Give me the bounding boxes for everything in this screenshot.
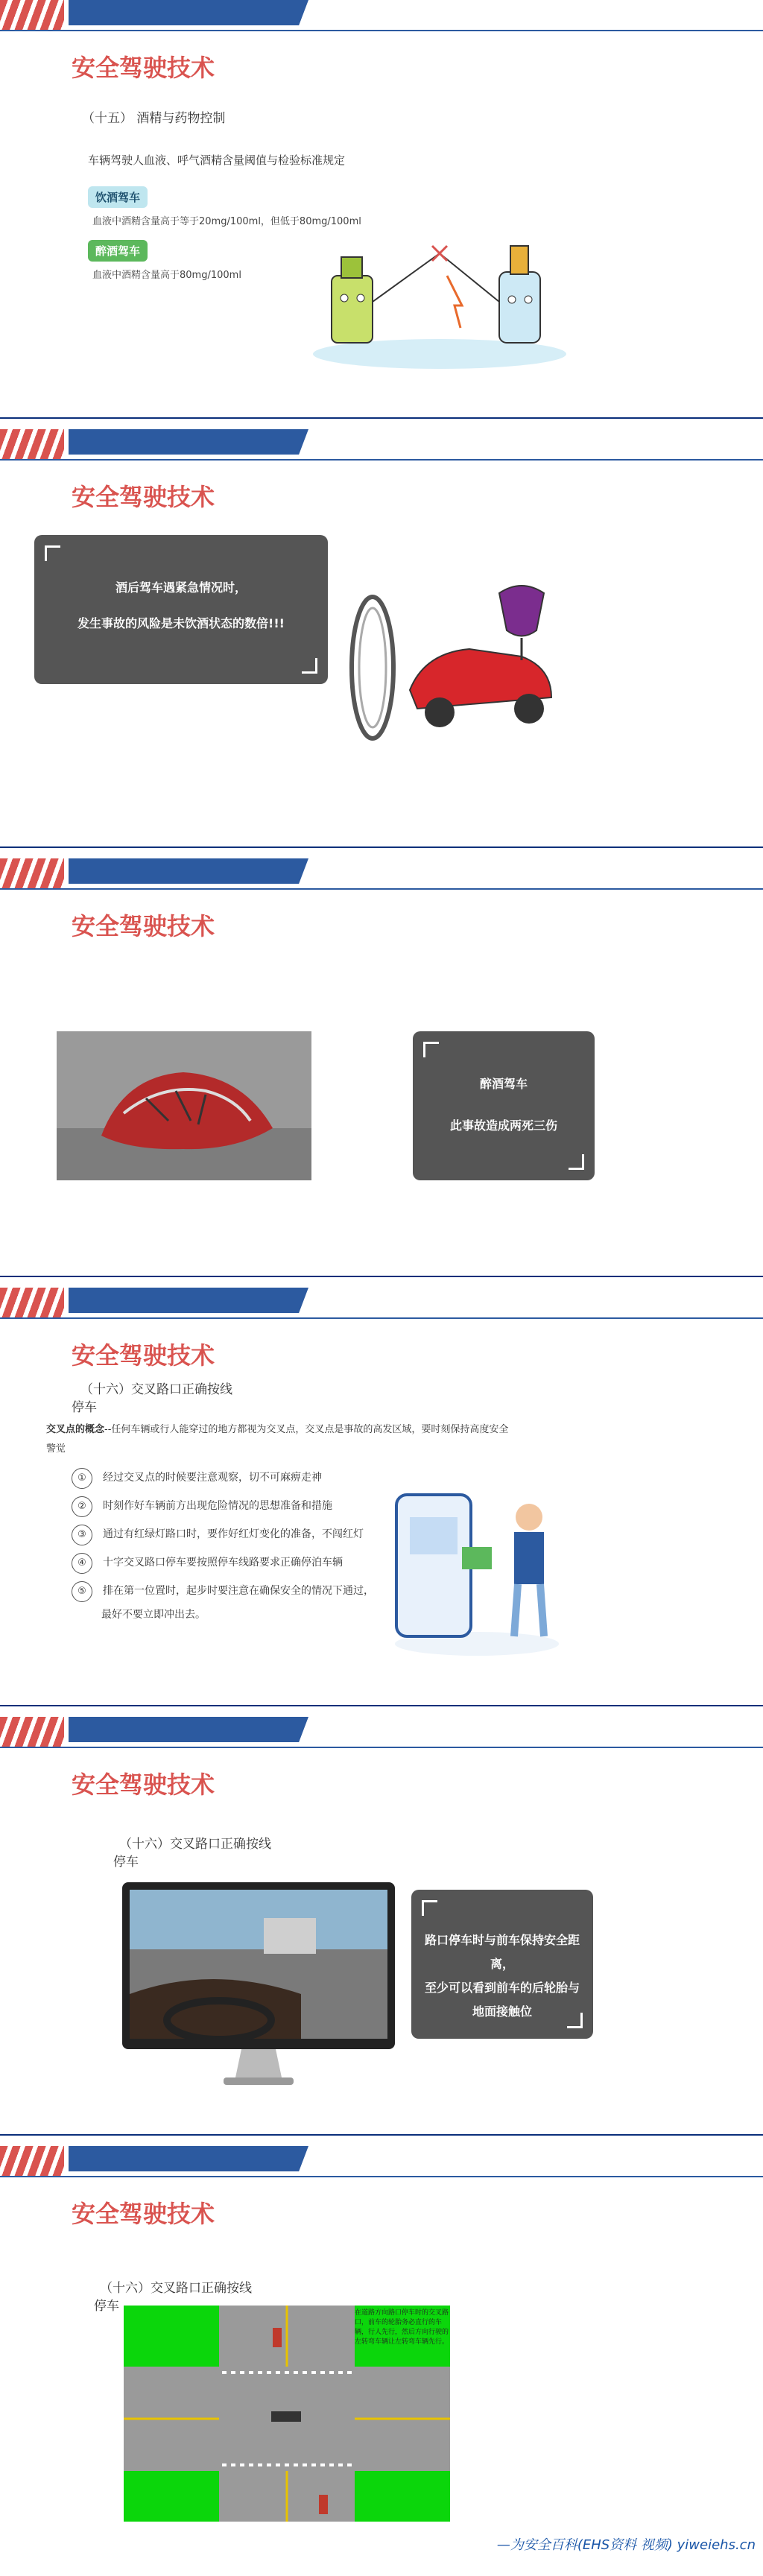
tag-drunk-driving: 醉酒驾车 <box>88 240 148 262</box>
section-heading: （十六）交叉路口正确按线 <box>100 2281 252 2296</box>
slide-header-bar <box>0 1717 763 1750</box>
slide-header-bar <box>0 858 763 891</box>
warning-callout <box>34 535 328 684</box>
callout-line-1: 醉酒驾车 <box>479 1077 528 1091</box>
list-item <box>72 1581 374 1602</box>
header-stripes <box>0 0 64 30</box>
list-item <box>72 1553 343 1574</box>
header-blue-band <box>69 1717 308 1742</box>
header-stripes <box>0 1288 64 1317</box>
slide-header-bar <box>0 0 763 33</box>
header-blue-band <box>69 858 308 884</box>
section-heading: （十六）交叉路口正确按线 <box>80 1382 232 1397</box>
corner-mark <box>422 1900 437 1916</box>
list-text: 通过有红绿灯路口时，要作好红灯变化的准备，不闯红灯 <box>103 1528 364 1540</box>
corner-mark <box>423 1042 439 1057</box>
tag-drink-driving: 饮酒驾车 <box>88 186 148 208</box>
desc-drink-driving: 血液中酒精含量高于等于20mg/100ml，但低于80mg/100ml <box>92 216 361 227</box>
header-line <box>0 30 763 31</box>
concept-paragraph <box>46 1420 516 1459</box>
slide-1 <box>0 0 763 419</box>
section-heading-2: 停车 <box>72 1400 97 1415</box>
section-heading: （十五） 酒精与药物控制 <box>82 111 226 126</box>
slide-header-bar <box>0 2146 763 2179</box>
page-title: 安全驾驶技术 <box>72 2200 215 2228</box>
section-heading-2: 停车 <box>113 1855 139 1870</box>
list-item <box>72 1525 364 1545</box>
list-number: ① <box>72 1468 92 1489</box>
slide-4 <box>0 1288 763 1706</box>
list-text: 时刻作好车辆前方出现危险情况的思想准备和措施 <box>103 1500 332 1512</box>
section-heading-2: 停车 <box>94 2299 119 2314</box>
slide-header-bar <box>0 429 763 462</box>
slide-header-bar <box>0 1288 763 1320</box>
list-number: ④ <box>72 1553 92 1574</box>
list-number: ⑤ <box>72 1581 92 1602</box>
corner-mark <box>569 1154 584 1170</box>
list-item <box>72 1468 322 1489</box>
wrecked-car-photo <box>57 1031 311 1180</box>
corner-mark <box>45 545 60 561</box>
page-title: 安全驾驶技术 <box>72 1341 215 1370</box>
header-blue-band <box>69 2146 308 2171</box>
list-text: 经过交叉点的时候要注意观察，切不可麻痹走神 <box>103 1472 322 1484</box>
callout-line-2: 此事故造成两死三伤 <box>449 1118 557 1133</box>
diagram-note: 在道路方向路口停车时的交叉路口，前车的轮胎务必直行的车辆，行人先行，然后方向行驶的左转弯车辆让左转弯车辆先行。 <box>355 2309 449 2346</box>
callout-line-1: 路口停车时与前车保持安全距离， <box>424 1933 580 1971</box>
header-stripes <box>0 1717 64 1747</box>
footer-source[interactable]: —为安全百科(EHS资料 视频) yiweiehs.cn <box>496 2537 756 2553</box>
cartoon-bottles-illustration <box>298 231 581 373</box>
header-blue-band <box>69 1288 308 1313</box>
list-item <box>72 1496 332 1517</box>
slide-6 <box>0 2146 763 2576</box>
callout-text <box>420 1928 584 2024</box>
desc-drunk-driving: 血液中酒精含量高于80mg/100ml <box>92 270 241 281</box>
distance-callout <box>411 1890 593 2039</box>
slide-2 <box>0 429 763 848</box>
callout-line-2: 至少可以看到前车的后轮胎与地面接触位 <box>424 1981 580 2019</box>
page-title: 安全驾驶技术 <box>72 1770 215 1799</box>
page-title: 安全驾驶技术 <box>72 54 215 82</box>
slide-5 <box>0 1717 763 2136</box>
header-line <box>0 1317 763 1319</box>
list-number: ③ <box>72 1525 92 1545</box>
header-blue-band <box>69 429 308 455</box>
cartoon-car-crash-illustration <box>328 578 581 750</box>
list-item-continued: 最好不要立即冲出去。 <box>101 1609 206 1621</box>
section-heading: （十六）交叉路口正确按线 <box>119 1837 271 1852</box>
header-blue-band <box>69 0 308 25</box>
page-title: 安全驾驶技术 <box>72 483 215 511</box>
monitor-driving-photo <box>122 1882 395 2095</box>
header-stripes <box>0 2146 64 2176</box>
header-line <box>0 459 763 461</box>
header-line <box>0 2176 763 2177</box>
corner-mark <box>302 658 317 674</box>
phone-puzzle-illustration <box>387 1487 566 1659</box>
page-title: 安全驾驶技术 <box>72 912 215 940</box>
header-stripes <box>0 429 64 459</box>
slide-3 <box>0 858 763 1277</box>
section-subtitle: 车辆驾驶人血液、呼气酒精含量阈值与检验标准规定 <box>88 154 346 167</box>
accident-callout <box>413 1031 595 1180</box>
list-text: 十字交叉路口停车要按照停车线路要求正确停泊车辆 <box>103 1557 343 1569</box>
concept-label: 交叉点的概念 <box>46 1424 105 1435</box>
list-text: 排在第一位置时，起步时要注意在确保安全的情况下通过， <box>103 1585 374 1597</box>
concept-text: --任何车辆或行人能穿过的地方都视为交叉点，交叉点是事故的高发区域，要时刻保持高度安全警觉 <box>46 1424 509 1455</box>
callout-line-1: 酒后驾车遇紧急情况时， <box>115 580 247 595</box>
callout-line-2: 发生事故的风险是未饮酒状态的数倍!!! <box>77 616 285 630</box>
header-stripes <box>0 858 64 888</box>
header-line <box>0 888 763 890</box>
list-number: ② <box>72 1496 92 1517</box>
header-line <box>0 1747 763 1748</box>
